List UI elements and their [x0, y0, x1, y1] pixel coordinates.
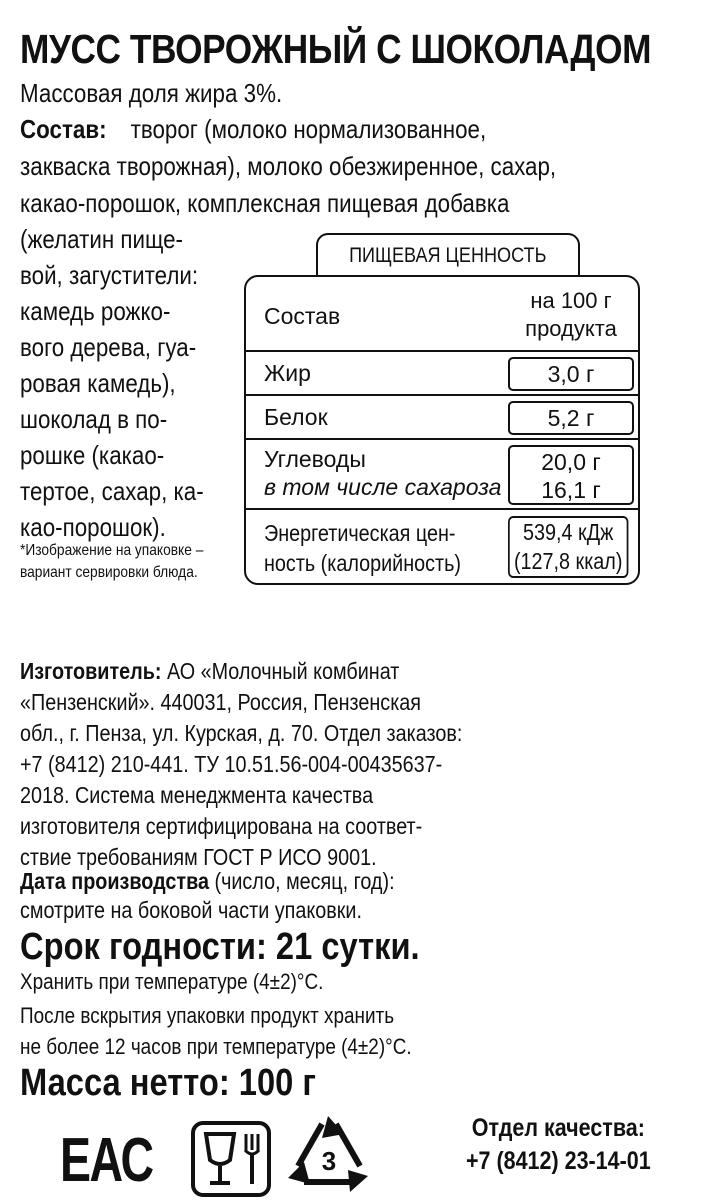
composition-col-6: рошке (какао- — [20, 440, 165, 470]
quality-phone: +7 (8412) 23-14-01 — [466, 1147, 651, 1175]
nutrition-sugar-value: 16,1 г — [541, 477, 601, 503]
fat-content: Массовая доля жира 3%. — [20, 78, 283, 108]
recycle-icon — [284, 1116, 374, 1198]
nutrition-table — [244, 275, 640, 585]
production-date-line-1 — [20, 866, 395, 896]
manufacturer-line-5: 2018. Система менеджмента качества — [20, 782, 374, 808]
composition-text-1: творог (молоко нормализованное, — [130, 114, 487, 144]
manufacturer-label: Изготовитель: — [20, 658, 162, 684]
product-title: МУСС ТВОРОЖНЫЙ С ШОКОЛАДОМ — [20, 26, 652, 72]
nutrition-row-carbs — [246, 438, 638, 510]
manufacturer-line-1 — [20, 656, 399, 686]
nutrition-col-right-1: на 100 г — [530, 288, 612, 313]
recycle-number: 3 — [321, 1146, 337, 1176]
footnote-line-2: вариант сервировки блюда. — [20, 564, 198, 581]
nutrition-fat-value: 3,0 г — [508, 357, 634, 391]
storage-line-2: После вскрытия упаковки продукт хранить — [20, 1003, 395, 1028]
nutrition-protein-value: 5,2 г — [508, 401, 634, 435]
composition-col-0: (желатин пище- — [20, 224, 184, 254]
nutrition-energy-label-1: Энергетическая цен- — [264, 520, 456, 546]
composition-label: Состав: — [20, 114, 107, 144]
manufacturer-line-3: обл., г. Пенза, ул. Курская, д. 70. Отдел заказов: — [20, 720, 463, 746]
nutrition-fat-label: Жир — [264, 360, 311, 386]
manufacturer-line-2: «Пензенский». 440031, Россия, Пензенская — [20, 689, 422, 715]
production-date-label: Дата производства — [20, 868, 209, 894]
composition-line-1 — [20, 110, 486, 148]
eac-text: ЕАС — [60, 1126, 153, 1195]
nutrition-energy-value-box — [508, 516, 628, 578]
footnote-line-1: *Изображение на упаковке – — [20, 542, 204, 559]
nutrition-heading: ПИЩЕВАЯ ЦЕННОСТЬ — [316, 233, 580, 277]
food-safe-icon — [190, 1120, 272, 1198]
nutrition-col-right — [508, 287, 634, 343]
nutrition-row-fat — [246, 350, 638, 396]
composition-col-3: вого дерева, гуа- — [20, 332, 197, 362]
quality-department — [466, 1112, 651, 1178]
composition-col-4: ровая камедь), — [20, 368, 176, 398]
nutrition-col-left: Состав — [264, 303, 341, 329]
manufacturer-line-7: ствие требованиям ГОСТ Р ИСО 9001. — [20, 844, 377, 870]
nutrition-energy-value-kj: 539,4 кДж — [523, 519, 614, 545]
composition-line-2: закваска творожная), молоко обезжиренное, сахар, — [20, 151, 557, 181]
nutrition-row-protein — [246, 394, 638, 440]
nutrition-carbs-label: Углеводы — [264, 446, 366, 472]
nutrition-col-right-2: продукта — [525, 316, 617, 341]
shelf-life: Срок годности: 21 сутки. — [20, 926, 420, 968]
storage-line-3: не более 12 часов при температуре (4±2)°С. — [20, 1034, 412, 1059]
nutrition-sugar-label: в том числе сахароза — [264, 474, 502, 500]
manufacturer-line-6: изготовителя сертифицирована на соответ- — [20, 813, 423, 839]
nutrition-row-energy — [246, 508, 638, 587]
nutrition-carbs-value: 20,0 г — [541, 449, 601, 475]
composition-col-8: као-порошок). — [20, 512, 166, 542]
eac-icon — [60, 1126, 153, 1195]
composition-col-1: вой, загустители: — [20, 260, 199, 290]
manufacturer-line-4: +7 (8412) 210-441. ТУ 10.51.56-004-00435637- — [20, 751, 443, 777]
composition-col-7: тертое, сахар, ка- — [20, 476, 204, 506]
net-weight: Масса нетто: 100 г — [20, 1062, 317, 1104]
composition-col-5: шоколад в по- — [20, 404, 168, 434]
nutrition-energy-label-2: ность (калорийность) — [264, 550, 461, 576]
manufacturer-text-1: АО «Молочный комбинат — [166, 658, 400, 684]
composition-col-2: камедь рожко- — [20, 296, 171, 326]
storage-line-1: Хранить при температуре (4±2)°С. — [20, 969, 324, 994]
quality-label: Отдел качества: — [471, 1114, 645, 1142]
production-date-line-2: смотрите на боковой части упаковки. — [20, 897, 362, 923]
nutrition-energy-value-kcal: (127,8 ккал) — [513, 548, 623, 574]
nutrition-carbs-value-box — [508, 445, 634, 505]
composition-line-3: какао-порошок, комплексная пищевая добавка — [20, 188, 510, 218]
nutrition-energy-label — [264, 518, 461, 578]
production-date-rest: (число, месяц, год): — [214, 868, 395, 894]
nutrition-protein-label: Белок — [264, 404, 328, 430]
